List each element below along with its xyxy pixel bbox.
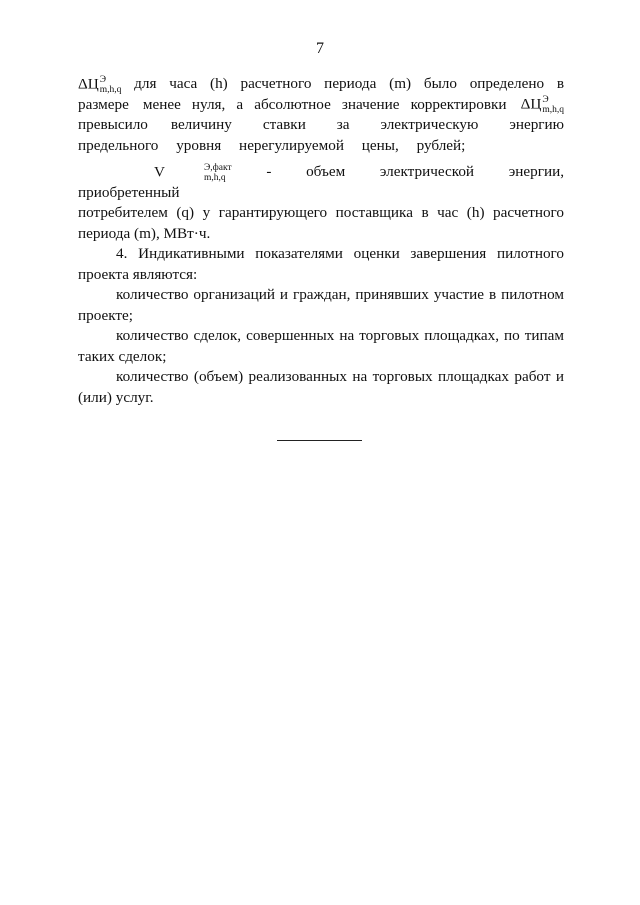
- paragraph-indicator-participants: количество организаций и граждан, принявших участие в пилотном проекте;: [78, 286, 564, 324]
- paragraph-indicator-volume: количество (объем) реализованных на торговых площадках работ и (или) услуг.: [78, 368, 564, 406]
- paragraph-correction-condition: ΔЦ Э m,h,q для часа (h) расчетного периода (m) было определено в размере менее нуля, а абсолютное значение корректировки ΔЦ Э m,h,q превысило величину ставки за электрическую энергию предельного уровня нерегулируемой цены, рублей;: [78, 74, 565, 154]
- volume-symbol: V Э,факт m,h,q: [154, 162, 232, 183]
- document-body: [78, 74, 564, 408]
- page-number: 7: [316, 40, 324, 57]
- end-separator-line: [277, 440, 362, 441]
- delta-price-symbol: ΔЦ Э m,h,q: [78, 74, 122, 95]
- paragraph-volume-definition: V Э,факт m,h,q - объем электрической энергии, приобретенный: [78, 162, 564, 201]
- paragraph-indicators-intro: 4. Индикативными показателями оценки завершения пилотного проекта являются:: [78, 245, 564, 283]
- paragraph-volume-definition-cont: потребителем (q) у гарантирующего поставщика в час (h) расчетного периода (m), МВт·ч.: [78, 204, 564, 242]
- paragraph-indicator-deals: количество сделок, совершенных на торговых площадках, по типам таких сделок;: [78, 327, 564, 365]
- delta-price-symbol-inline: ΔЦ Э m,h,q: [520, 95, 565, 116]
